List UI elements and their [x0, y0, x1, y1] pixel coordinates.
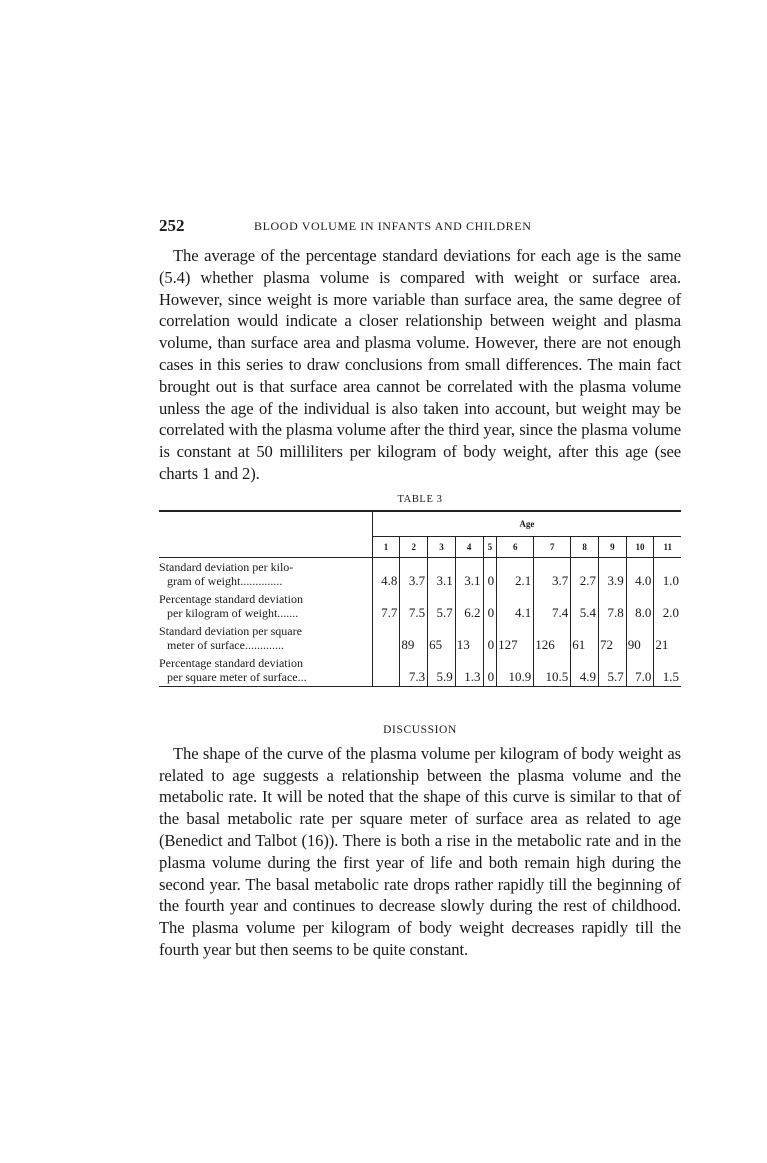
age-column-header: 4: [455, 536, 483, 557]
table-row: [159, 590, 681, 622]
table-cell: 1.0: [654, 557, 681, 590]
table-cell: 4.1: [497, 590, 534, 622]
table-cell: 3.7: [534, 557, 571, 590]
table-cell: 2.7: [571, 557, 599, 590]
table-cell: 0: [483, 590, 497, 622]
table-row: [159, 654, 681, 687]
text-column: [159, 215, 681, 961]
table-cell: 5.9: [428, 654, 456, 687]
age-column-header: 1: [372, 536, 400, 557]
age-column-header: 5: [483, 536, 497, 557]
table-cell: 7.8: [599, 590, 627, 622]
table-cell: 127: [497, 622, 534, 654]
table-cell: 10.5: [534, 654, 571, 687]
table-cell: [372, 622, 400, 654]
table-cell: 65: [428, 622, 456, 654]
table-cell: 4.9: [571, 654, 599, 687]
running-title: BLOOD VOLUME IN INFANTS AND CHILDREN: [254, 219, 532, 233]
table-cell: 0: [483, 622, 497, 654]
table-cell: 3.1: [428, 557, 456, 590]
table-cell: 0: [483, 654, 497, 687]
table-cell: 5.4: [571, 590, 599, 622]
table-cell: 7.3: [400, 654, 428, 687]
table-cell: 21: [654, 622, 681, 654]
table-cell: 0: [483, 557, 497, 590]
table-cell: 6.2: [455, 590, 483, 622]
age-column-header: 3: [428, 536, 456, 557]
table-cell: 3.1: [455, 557, 483, 590]
row-label: Percentage standard deviation per square meter of surface...: [159, 655, 307, 684]
age-column-header: 8: [571, 536, 599, 557]
age-column-header: 9: [599, 536, 627, 557]
row-label: Standard deviation per square meter of surface.............: [159, 623, 302, 652]
table-cell: 3.7: [400, 557, 428, 590]
running-header: [159, 215, 681, 239]
table-cell: 7.4: [534, 590, 571, 622]
table-cell: 7.7: [372, 590, 400, 622]
row-label: Percentage standard deviation per kilogram of weight.......: [159, 591, 303, 620]
table-cell: 10.9: [497, 654, 534, 687]
age-column-header: 6: [497, 536, 534, 557]
age-column-header: 10: [626, 536, 654, 557]
section-heading: DISCUSSION: [383, 723, 457, 736]
table-cell: 4.8: [372, 557, 400, 590]
table-cell: 1.3: [455, 654, 483, 687]
table-cell: 72: [599, 622, 627, 654]
table-cell: 7.5: [400, 590, 428, 622]
discussion-paragraph: The shape of the curve of the plasma volume per kilogram of body weight as related to age suggests a relationship between the plasma volume and the metabolic rate. It will be noted that the shape of this curve is similar to that of the basal metabolic rate per square meter of surface area as related to age (Benedict and Talbot (16)). There is both a rise in the metabolic rate and in the plasma volume during the first year of life and both remain high during the second year. The basal metabolic rate drops rather rapidly till the beginning of the fourth year and continues to decrease slowly during the rest of childhood. The plasma volume per kilogram of body weight decreases rapidly till the fourth year but then seems to be quite constant.: [159, 743, 681, 959]
table-cell: 4.0: [626, 557, 654, 590]
age-column-header: 11: [654, 536, 681, 557]
age-column-header: 7: [534, 536, 571, 557]
page-number: 252: [159, 216, 185, 235]
age-group-header: Age: [372, 511, 681, 537]
table-cell: 7.0: [626, 654, 654, 687]
table-cell: 89: [400, 622, 428, 654]
table-cell: 90: [626, 622, 654, 654]
table-cell: 1.5: [654, 654, 681, 687]
table-cell: 13: [455, 622, 483, 654]
table-cell: 5.7: [428, 590, 456, 622]
row-label: Standard deviation per kilo- gram of weight..............: [159, 559, 294, 588]
data-table: [159, 510, 681, 687]
table-cell: [372, 654, 400, 687]
table-cell: 8.0: [626, 590, 654, 622]
table-cell: 2.0: [654, 590, 681, 622]
table-row: [159, 557, 681, 590]
table-row: [159, 622, 681, 654]
table-cell: 5.7: [599, 654, 627, 687]
body-paragraph: The average of the percentage standard deviations for each age is the same (5.4) whether plasma volume is compared with weight or surface area. However, since weight is more variable than surface area, the same degree of correlation would indicate a closer relationship between weight and plasma volume, than surface area and plasma volume. However, there are not enough cases in this series to draw conclusions from small differences. The main fact brought out is that surface area cannot be correlated with the plasma volume unless the age of the individual is also taken into account, but weight may be correlated with the plasma volume after the third year, since the plasma volume is constant at 50 milliliters per kilogram of body weight, after this age (see charts 1 and 2).: [159, 246, 681, 483]
table-cell: 61: [571, 622, 599, 654]
table-cell: 3.9: [599, 557, 627, 590]
age-column-header: 2: [400, 536, 428, 557]
table-cell: 126: [534, 622, 571, 654]
stub-header: [159, 511, 372, 558]
table-caption: TABLE 3: [397, 493, 443, 505]
table-cell: 2.1: [497, 557, 534, 590]
